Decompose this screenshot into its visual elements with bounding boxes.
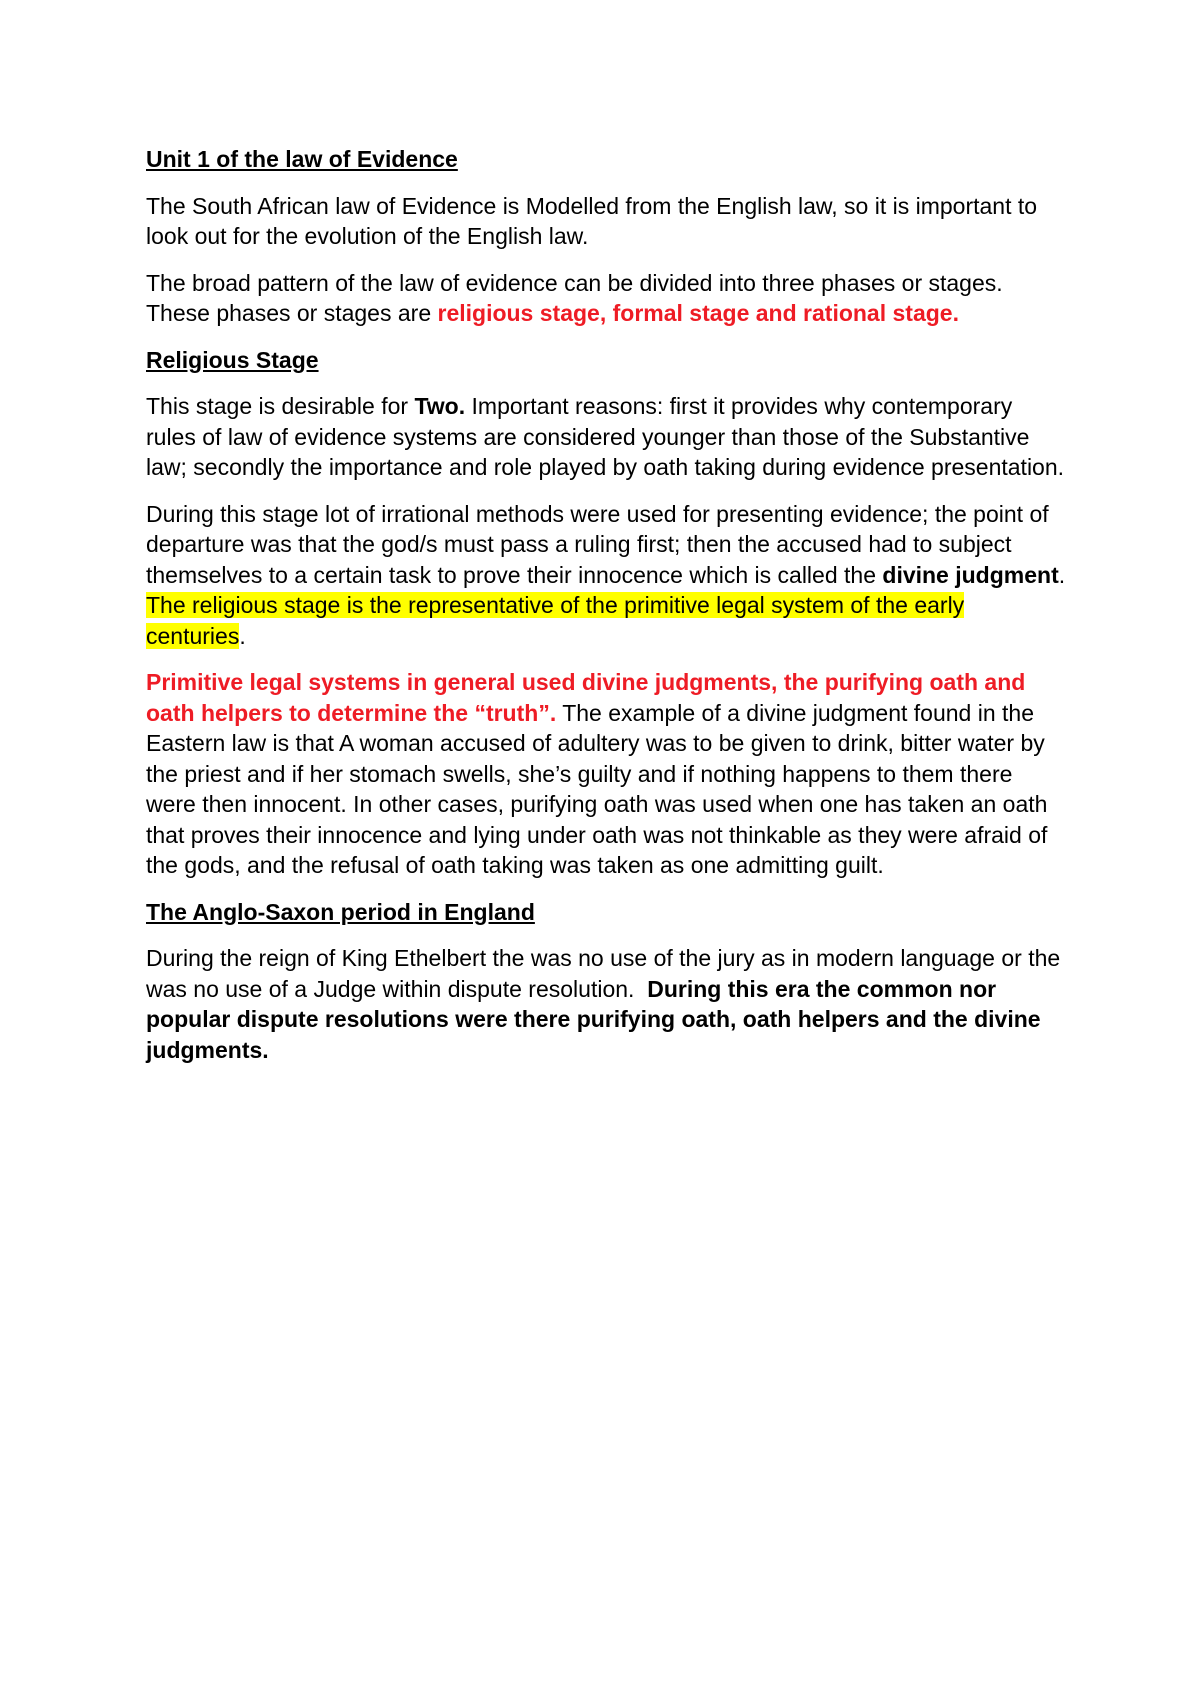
anglo-saxon-p1-bold: During this era the common nor popular dispute resolutions were there purifying oath, oath helpers and the divine judgments. xyxy=(146,975,1041,1063)
religious-p1-before: This stage is desirable for xyxy=(146,393,415,419)
stages-emphasis: religious stage, formal stage and rational stage. xyxy=(437,300,959,326)
religious-paragraph-2 xyxy=(146,499,1066,652)
section-heading-anglo-saxon: The Anglo-Saxon period in England xyxy=(146,898,535,925)
anglo-saxon-paragraph-1 xyxy=(146,943,1066,1065)
religious-p2-period: . xyxy=(1058,561,1066,588)
religious-p1-bold: Two. xyxy=(414,393,466,419)
religious-paragraph-1 xyxy=(146,391,1066,483)
intro-paragraph-1: The South African law of Evidence is Modelled from the English law, so it is important to look out for the evolution of the English law. xyxy=(146,192,1038,249)
religious-p2-end: . xyxy=(239,622,246,649)
document-body xyxy=(146,144,1066,1081)
intro-paragraph-2-text: The broad pattern of the law of evidence can be divided into three phases or stages. These phases or stages are xyxy=(146,269,1003,326)
primitive-systems-emphasis: Primitive legal systems in general used divine judgments, the purifying oath and oath helpers to determine the “truth”. xyxy=(146,669,1026,726)
document-title: Unit 1 of the law of Evidence xyxy=(146,146,458,172)
section-heading-religious-stage: Religious Stage xyxy=(146,346,319,373)
religious-p1-after: Important reasons: first it provides why contemporary rules of law of evidence systems are considered younger than those of the Substantive law; secondly the importance and role played by oath taking during evidence presentation. xyxy=(146,393,1065,480)
religious-p2-before: During this stage lot of irrational methods were used for presenting evidence; the point of departure was that the god/s must pass a ruling first; then the accused had to subject themselves to a certain task to prove their innocence which is called the xyxy=(146,500,1049,588)
anglo-saxon-p1-before: During the reign of King Ethelbert the was no use of the jury as in modern language or the was no use of a Judge within dispute resolution. xyxy=(146,945,1067,1002)
religious-p3-after: The example of a divine judgment found in the Eastern law is that A woman accused of adultery was to be given to drink, bitter water by the priest and if her stomach swells, she’s guilty and if nothing happens to them there were then innocent. In other cases, purifying oath was used when one has taken an oath that proves their innocence and lying under oath was not thinkable as they were afraid of the gods, and the refusal of oath taking was taken as one admitting guilt. xyxy=(146,699,1048,878)
divine-judgment-term: divine judgment xyxy=(882,561,1059,588)
religious-paragraph-3 xyxy=(146,667,1066,881)
intro-paragraph-2 xyxy=(146,268,1066,329)
highlighted-sentence: The religious stage is the representative of the primitive legal system of the early centuries xyxy=(146,592,965,649)
